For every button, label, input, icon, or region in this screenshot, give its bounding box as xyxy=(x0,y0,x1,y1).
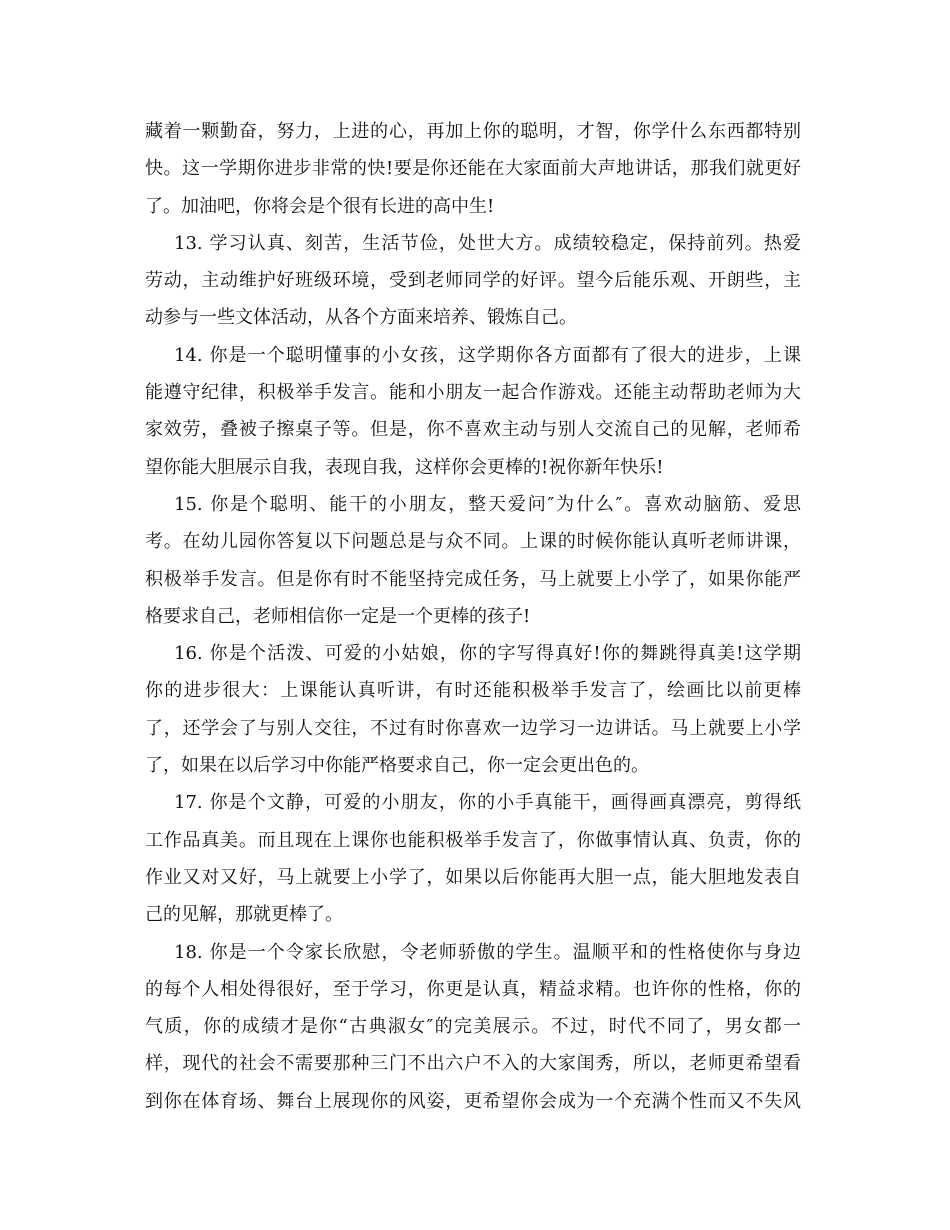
text-line: 考。在幼儿园你答复以下问题总是与众不同。上课的时候你能认真听老师讲课， xyxy=(145,531,801,553)
paragraph xyxy=(145,635,801,784)
text-line: 13. 学习认真、刻苦，生活节俭，处世大方。成绩较稳定，保持前列。热爱 xyxy=(174,232,801,254)
text-line: 望你能大胆展示自我，表现自我，这样你会更棒的!祝你新年快乐! xyxy=(145,456,664,478)
text-line: 格要求自己，老师相信你一定是一个更棒的孩子! xyxy=(145,605,531,627)
text-line: 作业又对又好，马上就要上小学了，如果以后你能再大胆一点，能大胆地发表自 xyxy=(145,866,801,888)
document-body xyxy=(145,113,801,1120)
text-line: 了，还学会了与别人交往，不过有时你喜欢一边学习一边讲话。马上就要上小学 xyxy=(145,717,801,739)
text-line: 工作品真美。而且现在上课你也能积极举手发言了，你做事情认真、负责，你的 xyxy=(145,829,801,851)
text-line: 17. 你是个文静，可爱的小朋友，你的小手真能干，画得画真漂亮，剪得纸 xyxy=(174,792,801,814)
paragraph xyxy=(145,113,801,225)
text-line: 家效劳，叠被子擦桌子等。但是，你不喜欢主动与别人交流自己的见解，老师希 xyxy=(145,419,801,441)
text-line: 了，如果在以后学习中你能严格要求自己，你一定会更出色的。 xyxy=(145,755,649,777)
text-line: 劳动，主动维护好班级环境，受到老师同学的好评。望今后能乐观、开朗些，主 xyxy=(145,270,801,292)
text-line: 15. 你是个聪明、能干的小朋友，整天爱问″为什么″。喜欢动脑筋、爱思 xyxy=(174,493,801,515)
text-line: 你的进步很大：上课能认真听讲，有时还能积极举手发言了，绘画比以前更棒 xyxy=(145,680,801,702)
text-line: 18. 你是一个令家长欣慰，令老师骄傲的学生。温顺平和的性格使你与身边 xyxy=(174,941,801,963)
text-line: 己的见解，那就更棒了。 xyxy=(145,904,343,926)
text-line: 气质，你的成绩才是你“古典淑女″的完美展示。不过，时代不同了，男女都一 xyxy=(145,1016,801,1038)
paragraph xyxy=(145,337,801,486)
text-line: 14. 你是一个聪明懂事的小女孩，这学期你各方面都有了很大的进步，上课 xyxy=(174,344,801,366)
paragraph xyxy=(145,486,801,635)
text-line: 到你在体育场、舞台上展现你的风姿，更希望你会成为一个充满个性而又不失风 xyxy=(145,1090,801,1112)
text-line: 样，现代的社会不需要那种三门不出六户不入的大家闺秀，所以，老师更希望看 xyxy=(145,1053,801,1075)
text-line: 的每个人相处得很好，至于学习，你更是认真，精益求精。也许你的性格，你的 xyxy=(145,978,801,1000)
text-line: 16. 你是个活泼、可爱的小姑娘，你的字写得真好!你的舞跳得真美!这学期 xyxy=(174,643,801,665)
text-line: 积极举手发言。但是你有时不能坚持完成任务，马上就要上小学了，如果你能严 xyxy=(145,568,801,590)
text-line: 能遵守纪律，积极举手发言。能和小朋友一起合作游戏。还能主动帮助老师为大 xyxy=(145,382,801,404)
text-line: 动参与一些文体活动，从各个方面来培养、锻炼自己。 xyxy=(145,307,577,329)
paragraph xyxy=(145,225,801,337)
text-line: 了。加油吧，你将会是个很有长进的高中生! xyxy=(145,195,495,217)
text-line: 快。这一学期你进步非常的快!要是你还能在大家面前大声地讲话，那我们就更好 xyxy=(145,158,801,180)
text-line: 藏着一颗勤奋，努力，上进的心，再加上你的聪明，才智，你学什么东西都特别 xyxy=(145,121,801,142)
paragraph xyxy=(145,934,801,1120)
paragraph xyxy=(145,784,801,933)
